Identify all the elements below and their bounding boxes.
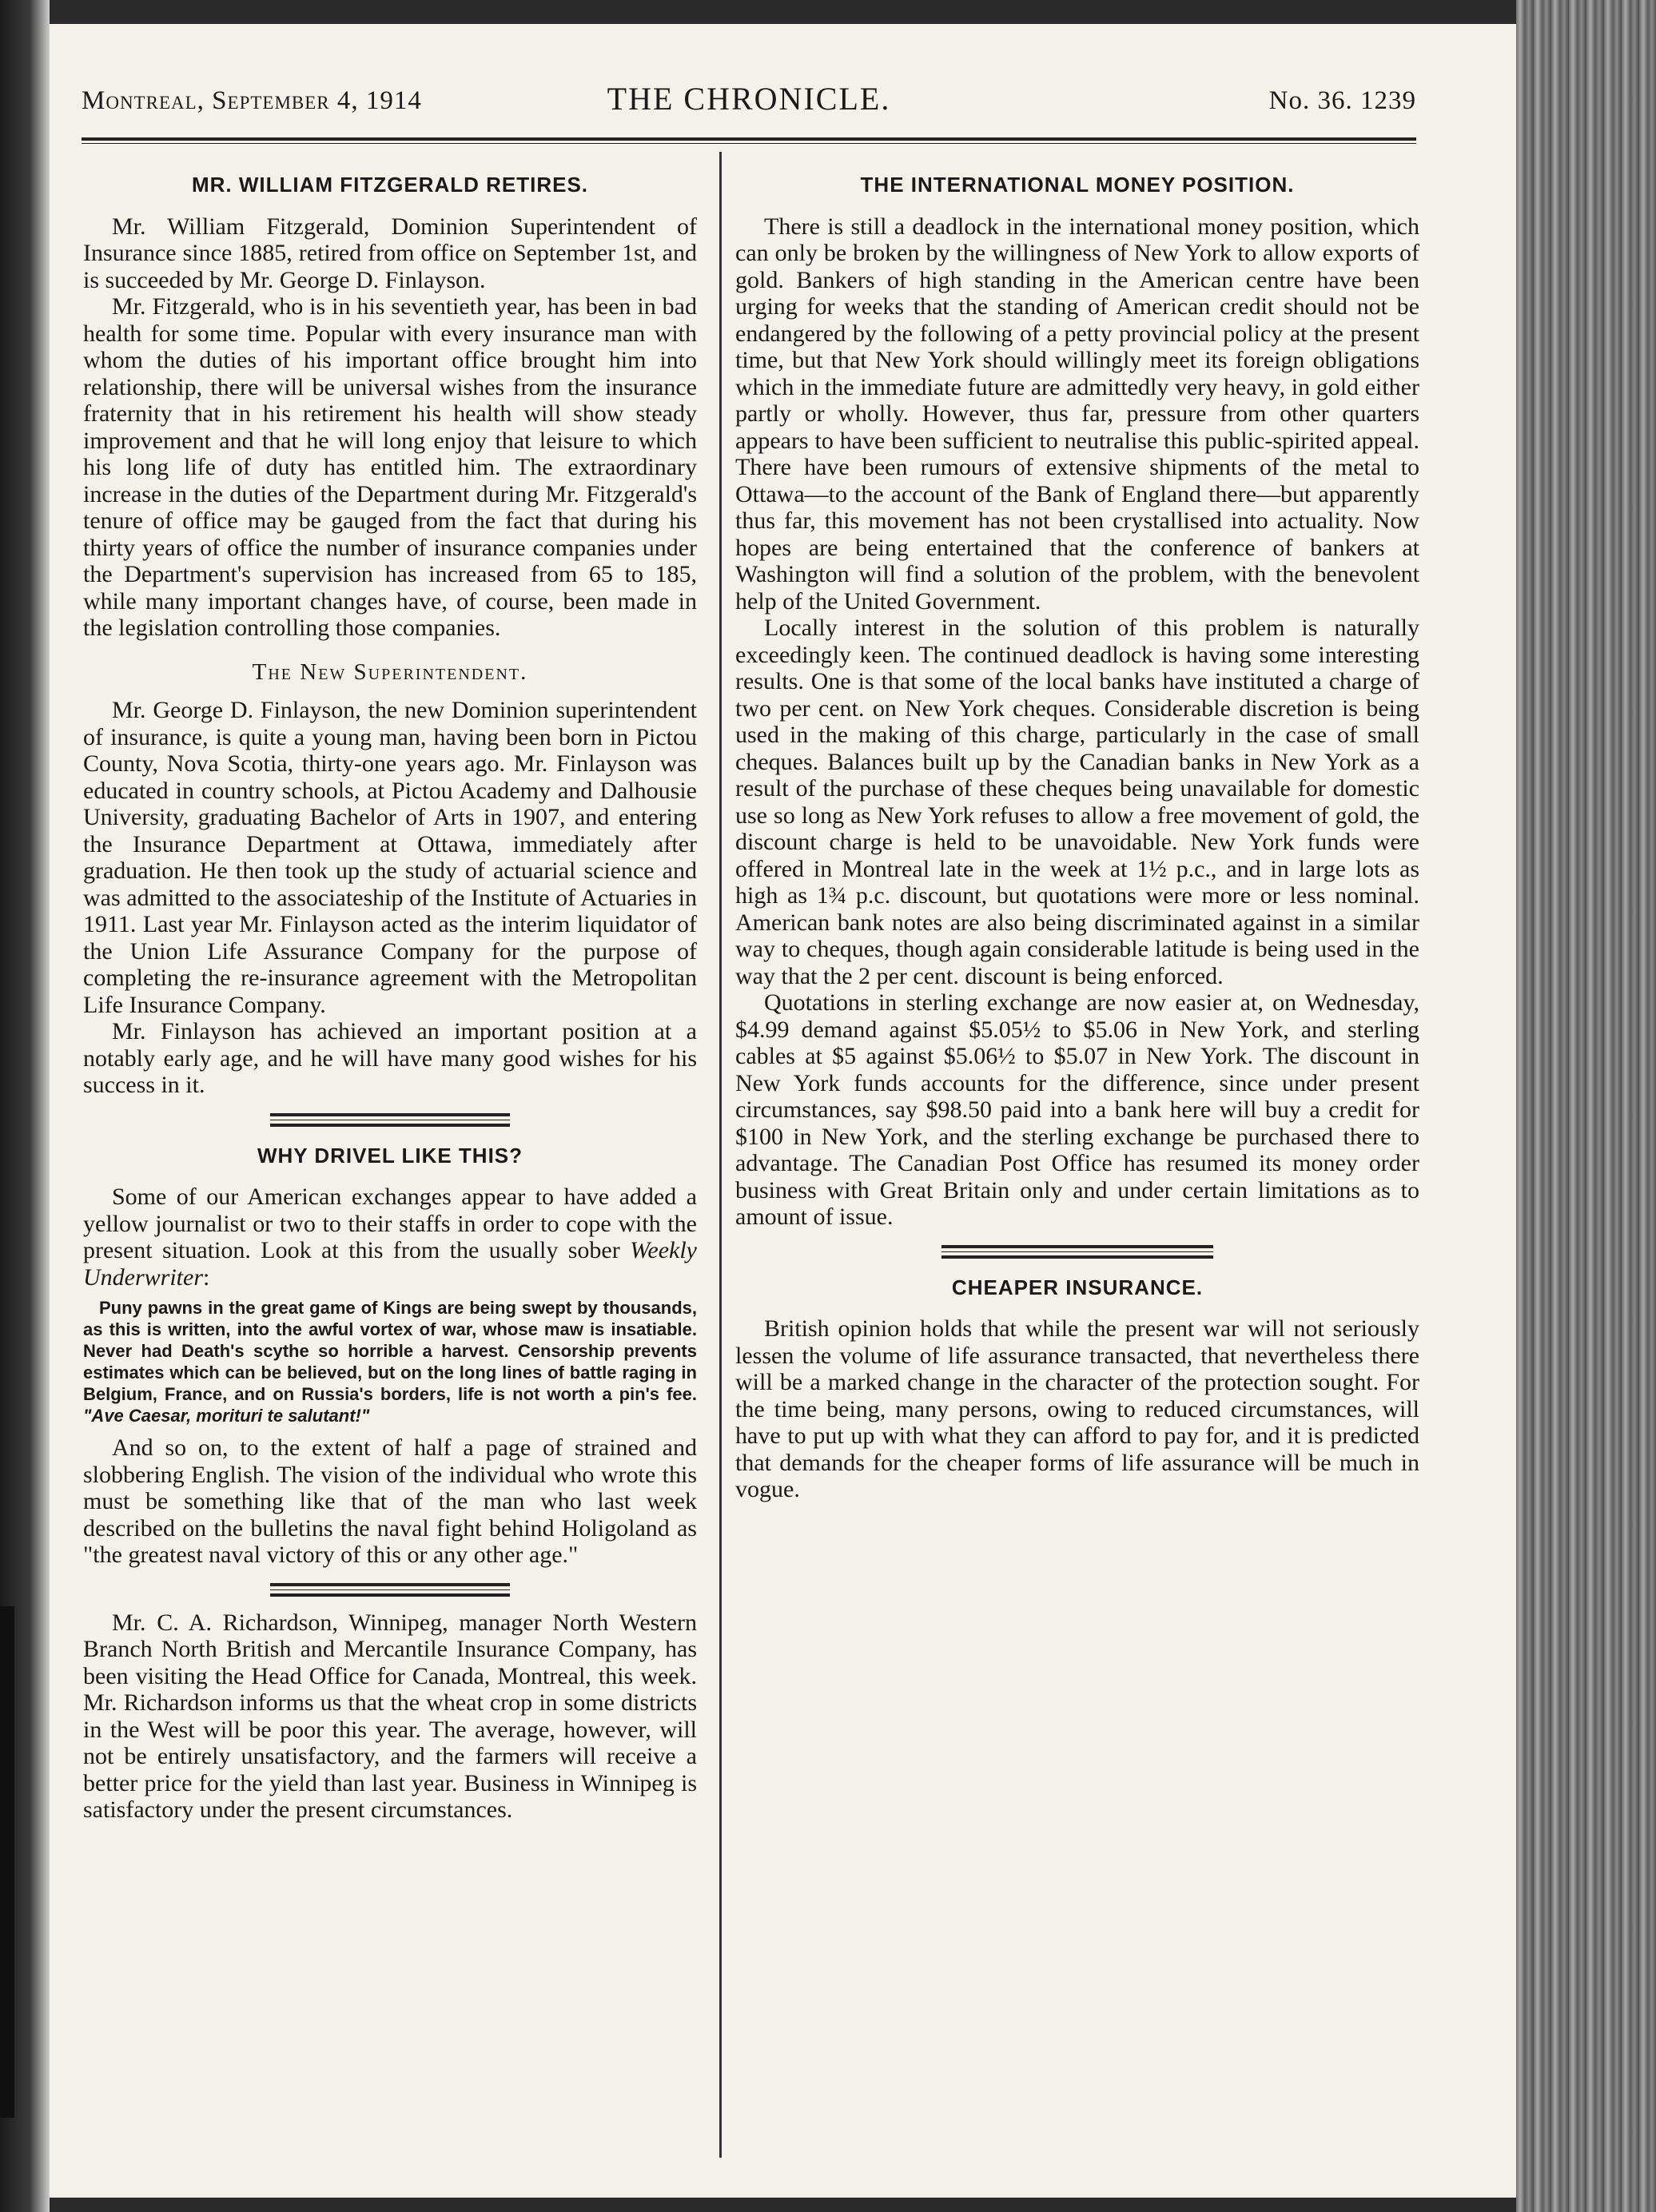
article-paragraph: Quotations in sterling exchange are now easier at, on Wednesday, $4.99 demand against $5.05½ to $5.06 in New York, and sterling cables at $5 against $5.06½ to $5.07 in New York. The discount in New York funds accounts for the difference, since under present circumstances, say $98.50 paid into a bank here will buy a credit for $100 in New York, and the sterling exchange be purchased there to advantage. The Canadian Post Office has resumed its money order business with Great Britain only and under certain limitations as to amount of issue. [735,989,1419,1230]
intro-text: Some of our American exchanges appear to have added a yellow journalist or two to their staffs in order to cope with the present situation. Look at this from the usually sober [83,1184,697,1263]
column-divider [719,152,722,2158]
article-headline-drivel: WHY DRIVEL LIKE THIS? [257,1143,523,1168]
page-header [82,72,1416,128]
article-paragraph: Mr. Finlayson has achieved an important position at a notably early age, and he will have many good wishes for his success in it. [83,1018,697,1098]
binding-tab [0,1606,14,2118]
newspaper-page [50,24,1516,2198]
block-quote [83,1297,697,1426]
article-paragraph: British opinion holds that while the present war will not seriously lessen the volume of life assurance transacted, that nevertheless there will be a marked change in the character of the protection sought. For the time being, many persons, owing to reduced circumstances, will have to put up with what they can afford to pay for, and it is predicted that demands for the cheaper forms of life assurance will be much in vogue. [735,1315,1419,1502]
article-headline-fitzgerald: MR. WILLIAM FITZGERALD RETIRES. [191,173,589,197]
article-paragraph: Mr. Fitzgerald, who is in his seventieth year, has been in bad health for some time. Popular with every insurance man with whom the duties of his important office brought him into relationship, there will be universal wishes from the insurance fraternity that in his retirement his health will show steady improvement and that he will long enjoy that leisure to which his long life of duty has entitled him. The extraordinary increase in the duties of the Department during Mr. Fitzgerald's tenure of office may be gauged from the fact that during his thirty years of office the number of insurance companies under the Department's supervision has increased from 65 to 185, while many important changes have, of course, been made in the legislation controlling those companies. [83,293,697,641]
quote-latin: "Ave Caesar, morituri te salutant!" [83,1406,370,1426]
publication-title: THE CHRONICLE. [607,81,891,117]
article-headline-money: THE INTERNATIONAL MONEY POSITION. [860,173,1295,197]
article-paragraph: Mr. William Fitzgerald, Dominion Superintendent of Insurance since 1885, retired from office on September 1st, and is succeeded by Mr. George D. Finlayson. [83,213,697,293]
right-column [735,156,1419,1503]
publication-name: Weekly Underwriter [83,1237,697,1291]
article-paragraph: Locally interest in the solution of this problem is naturally exceedingly keen. The continued deadlock is having some interesting results. One is that some of the local banks have instituted a charge of two per cent. on New York cheques. Considerable discretion is being used in the making of this charge, particularly in the case of small cheques. Balances built up by the Canadian banks in New York as a result of the purchase of these cheques being unavailable for domestic use so long as New York refuses to allow a free movement of gold, the discount charge is held to be unavoidable. New York funds were offered in Montreal late in the week at 1½ p.c., and in large lots as high as 1¾ p.c. discount, but quotations were more or less nominal. American bank notes are also being discriminated against in a similar way to cheques, though again considerable latitude is being used in the way that the 2 per cent. discount is being enforced. [735,615,1419,989]
intro-end: : [203,1263,210,1291]
section-divider [941,1245,1213,1259]
left-column [83,156,697,1824]
article-paragraph: Mr. George D. Finlayson, the new Dominion superintendent of insurance, is quite a young man, having been born in Pictou County, Nova Scotia, thirty-one years ago. Mr. Finlayson was educated in country schools, at Pictou Academy and Dalhousie University, graduating Bachelor of Arts in 1907, and entering the Insurance Department at Ottawa, immediately after graduation. He then took up the study of actuarial science and was admitted to the associateship of the Institute of Actuaries in 1911. Last year Mr. Finlayson acted as the interim liquidator of the Union Life Assurance Company for the purpose of completing the re-insurance agreement with the Metropolitan Life Insurance Company. [83,697,697,1018]
header-rule [82,137,1416,144]
article-paragraph [83,1184,697,1291]
quote-text: Puny pawns in the great game of Kings are being swept by thousands, as this is written, into the awful vortex of war, whose maw is insatiable. Never had Death's scythe so horrible a harvest. Censorship prevents estimates which can be believed, but on the long lines of battle raging in Belgium, France, and on Russia's borders, life is not worth a pin's fee. [83,1298,697,1404]
book-spine [1516,0,1656,2212]
article-paragraph: There is still a deadlock in the international money position, which can only be broken by the willingness of New York to allow exports of gold. Bankers of high standing in the American centre have been urging for weeks that the standing of American credit should not be endangered by the following of a petty provincial policy at the present time, but that New York should willingly meet its foreign obligations which in the immediate future are admittedly very heavy, in gold either partly or wholly. However, thus far, pressure from other quarters appears to have been sufficient to neutralise this public-spirited appeal. There have been rumours of extensive shipments of the metal to Ottawa—to the account of the Bank of England there—but apparently thus far, this movement has not been crystallised into actuality. Now hopes are being entertained that the conference of bankers at Washington will find a solution of the problem, with the benevolent help of the United Government. [735,213,1419,615]
article-subhead: The New Superintendent. [252,658,528,685]
section-divider [270,1113,510,1127]
article-headline-cheaper-insurance: CHEAPER INSURANCE. [951,1275,1204,1299]
section-divider [270,1583,510,1597]
header-dateline: Montreal, September 4, 1914 [82,86,422,115]
article-paragraph: Mr. C. A. Richardson, Winnipeg, manager North Western Branch North British and Mercantile Insurance Company, has been visiting the Head Office for Canada, Montreal, this week. Mr. Richardson informs us that the wheat crop in some districts in the West will be poor this year. The average, however, will not be entirely unsatisfactory, and the farmers will receive a better price for the yield than last year. Business in Winnipeg is satisfactory under the present circumstances. [83,1609,697,1823]
article-paragraph: And so on, to the extent of half a page of strained and slobbering English. The vision of the individual who wrote this must be something like that of the man who last week described on the bulletins the naval fight behind Holigoland as "the greatest naval victory of this or any other age." [83,1434,697,1568]
issue-page-number: No. 36. 1239 [1268,86,1416,115]
